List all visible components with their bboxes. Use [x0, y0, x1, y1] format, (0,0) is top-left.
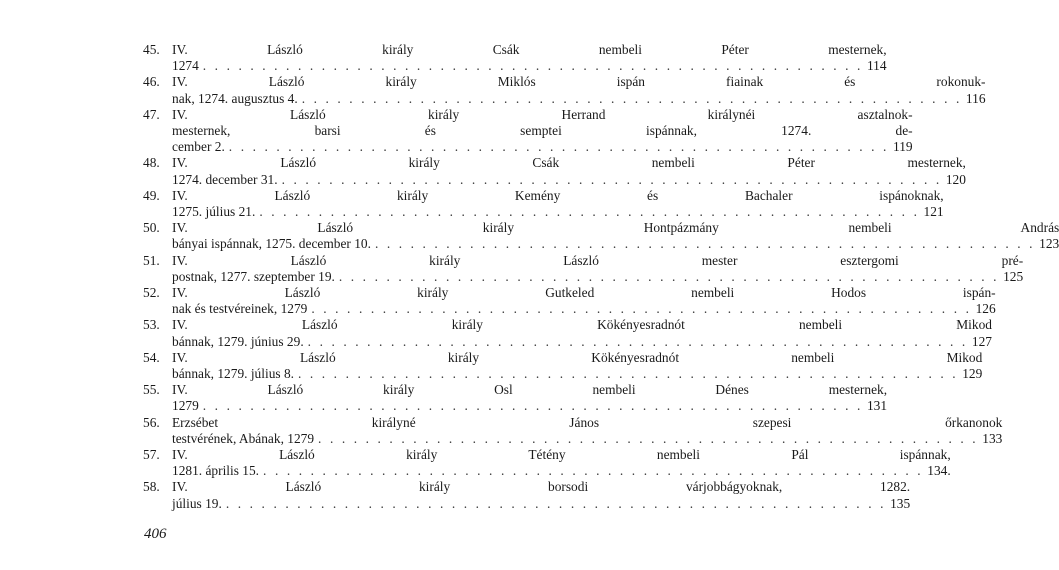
entry-title-line: IV. László király Kemény és Bachaler ispánoknak, — [172, 187, 944, 203]
entry-number: 53. — [143, 317, 160, 333]
entry-title-line: IV. László király Kökényesradnót nembeli Mikod — [172, 317, 992, 333]
toc-entry — [143, 447, 951, 479]
entry-title-line: IV. László király Osl nembeli Dénes mesternek, — [172, 382, 888, 398]
toc-entry — [143, 187, 944, 220]
entry-title-end: 1275. július 21. — [172, 204, 256, 220]
entry-number: 45. — [143, 42, 160, 57]
dot-leader: . . . . . . . . . . . . . . . . . . . . . . . . . . . . . . . . . . . . . . . . . . . . . . . . . . . . . . . . — [338, 268, 1000, 284]
toc-entry — [143, 285, 996, 317]
dot-leader: . . . . . . . . . . . . . . . . . . . . . . . . . . . . . . . . . . . . . . . . . . . . . . . . . . . . . . . . — [259, 204, 920, 220]
dot-leader: . . . . . . . . . . . . . . . . . . . . . . . . . . . . . . . . . . . . . . . . . . . . . . . . . . . . . . . . — [228, 139, 889, 155]
entry-number: 48. — [143, 155, 160, 171]
toc-entry — [143, 349, 983, 382]
toc-entry — [143, 74, 986, 106]
dot-leader: . . . . . . . . . . . . . . . . . . . . . . . . . . . . . . . . . . . . . . . . . . . . . . . . . . . . . . . . — [281, 171, 942, 187]
entry-title-end: nak, 1274. augusztus 4. — [172, 90, 298, 106]
entry-title-end: bánnak, 1279. július 8. — [172, 366, 294, 382]
toc-entry — [143, 414, 1003, 447]
entry-page-number: 123 — [1039, 236, 1059, 252]
entry-number: 52. — [143, 285, 160, 301]
entry-title-end: nak és testvéreinek, 1279 — [172, 301, 308, 317]
dot-leader: . . . . . . . . . . . . . . . . . . . . . . . . . . . . . . . . . . . . . . . . . . . . . . . . . . . . . . . . — [374, 236, 1036, 252]
entry-page-number: 114 — [866, 58, 887, 74]
toc-entry — [143, 42, 887, 74]
entry-page-number: 129 — [962, 366, 983, 382]
entry-title-end: július 19. — [172, 495, 222, 511]
toc-entry — [143, 382, 888, 414]
toc-entry — [143, 220, 1059, 252]
entry-page-number: 133 — [982, 430, 1003, 446]
entry-page-number: 121 — [923, 204, 944, 220]
dot-leader: . . . . . . . . . . . . . . . . . . . . . . . . . . . . . . . . . . . . . . . . . . . . . . . . . . . . . . . . — [202, 398, 863, 414]
entry-title-end: 1279 — [172, 398, 199, 414]
entry-title-line: IV. László király Gutkeled nembeli Hodos ispán- — [172, 285, 996, 301]
dot-leader: . . . . . . . . . . . . . . . . . . . . . . . . . . . . . . . . . . . . . . . . . . . . . . . . . . . . . . . . — [318, 430, 979, 446]
entry-number: 56. — [143, 414, 160, 430]
entry-number: 47. — [143, 106, 160, 122]
entry-page-number: 119 — [893, 139, 913, 155]
entry-number: 49. — [143, 187, 160, 203]
entry-title-end: bányai ispánnak, 1275. december 10. — [172, 236, 371, 252]
entry-page-number: 131 — [866, 398, 888, 414]
entry-page-number: 134. — [927, 463, 951, 479]
toc-entry — [143, 106, 913, 156]
entry-number: 58. — [143, 479, 160, 495]
dot-leader: . . . . . . . . . . . . . . . . . . . . . . . . . . . . . . . . . . . . . . . . . . . . . . . . . . . . . . . . — [298, 366, 959, 382]
entry-title-line: IV. László király Herrand királynéi asztalnok- — [172, 106, 913, 122]
dot-leader: . . . . . . . . . . . . . . . . . . . . . . . . . . . . . . . . . . . . . . . . . . . . . . . . . . . . . . . . — [202, 58, 863, 74]
entry-number: 55. — [143, 382, 160, 398]
entry-title-end: 1274. december 31. — [172, 171, 278, 187]
entry-title-end: postnak, 1277. szeptember 19. — [172, 268, 335, 284]
entry-title-line: IV. László király Miklós ispán fiainak és rokonuk- — [172, 74, 986, 90]
toc-entry — [143, 155, 966, 187]
toc-entry — [143, 317, 992, 349]
dot-leader: . . . . . . . . . . . . . . . . . . . . . . . . . . . . . . . . . . . . . . . . . . . . . . . . . . . . . . . . — [225, 495, 887, 511]
entry-title-line: IV. László király Csák nembeli Péter mesternek, — [172, 155, 966, 171]
dot-leader: . . . . . . . . . . . . . . . . . . . . . . . . . . . . . . . . . . . . . . . . . . . . . . . . . . . . . . . . — [263, 463, 924, 479]
entry-page-number: 125 — [1003, 268, 1024, 284]
entry-number: 54. — [143, 349, 160, 365]
dot-leader: . . . . . . . . . . . . . . . . . . . . . . . . . . . . . . . . . . . . . . . . . . . . . . . . . . . . . . . . — [307, 333, 968, 349]
entry-title-line: IV. László király Hontpázmány nembeli András — [172, 220, 1059, 236]
entry-page-number: 127 — [971, 333, 992, 349]
toc-entry — [143, 479, 911, 511]
entry-number: 51. — [143, 252, 160, 268]
entry-title-end: 1274 — [172, 58, 199, 74]
entry-number: 57. — [143, 447, 160, 463]
entry-title-end: 1281. április 15. — [172, 463, 260, 479]
dot-leader: . . . . . . . . . . . . . . . . . . . . . . . . . . . . . . . . . . . . . . . . . . . . . . . . . . . . . . . . — [301, 90, 962, 106]
entry-title-line: IV. László király Csák nembeli Péter mesternek, — [172, 42, 887, 57]
table-of-contents — [143, 42, 1059, 512]
entry-number: 46. — [143, 74, 160, 90]
entry-title-end: bánnak, 1279. június 29. — [172, 333, 304, 349]
dot-leader: . . . . . . . . . . . . . . . . . . . . . . . . . . . . . . . . . . . . . . . . . . . . . . . . . . . . . . . . — [311, 301, 972, 317]
entry-title-line: IV. László király László mester esztergomi pré- — [172, 252, 1024, 268]
entry-title-line: IV. László király borsodi várjobbágyoknak, 1282. — [172, 479, 911, 495]
entry-page-number: 135 — [890, 495, 911, 511]
entry-title-end: cember 2. — [172, 139, 225, 155]
entry-title-line: mesternek, barsi és semptei ispánnak, 1274. de- — [172, 123, 913, 139]
toc-entry — [143, 252, 1024, 285]
entry-page-number: 116 — [965, 90, 986, 106]
entry-page-number: 126 — [975, 301, 996, 317]
entry-page-number: 120 — [945, 171, 966, 187]
entry-title-line: Erzsébet királyné János szepesi őrkanonok — [172, 414, 1003, 430]
page-number: 406 — [144, 526, 167, 542]
entry-title-end: testvérének, Abának, 1279 — [172, 430, 315, 446]
entry-number: 50. — [143, 220, 160, 236]
entry-title-line: IV. László király Tétény nembeli Pál ispánnak, — [172, 447, 951, 463]
entry-title-line: IV. László király Kökényesradnót nembeli Mikod — [172, 349, 983, 365]
